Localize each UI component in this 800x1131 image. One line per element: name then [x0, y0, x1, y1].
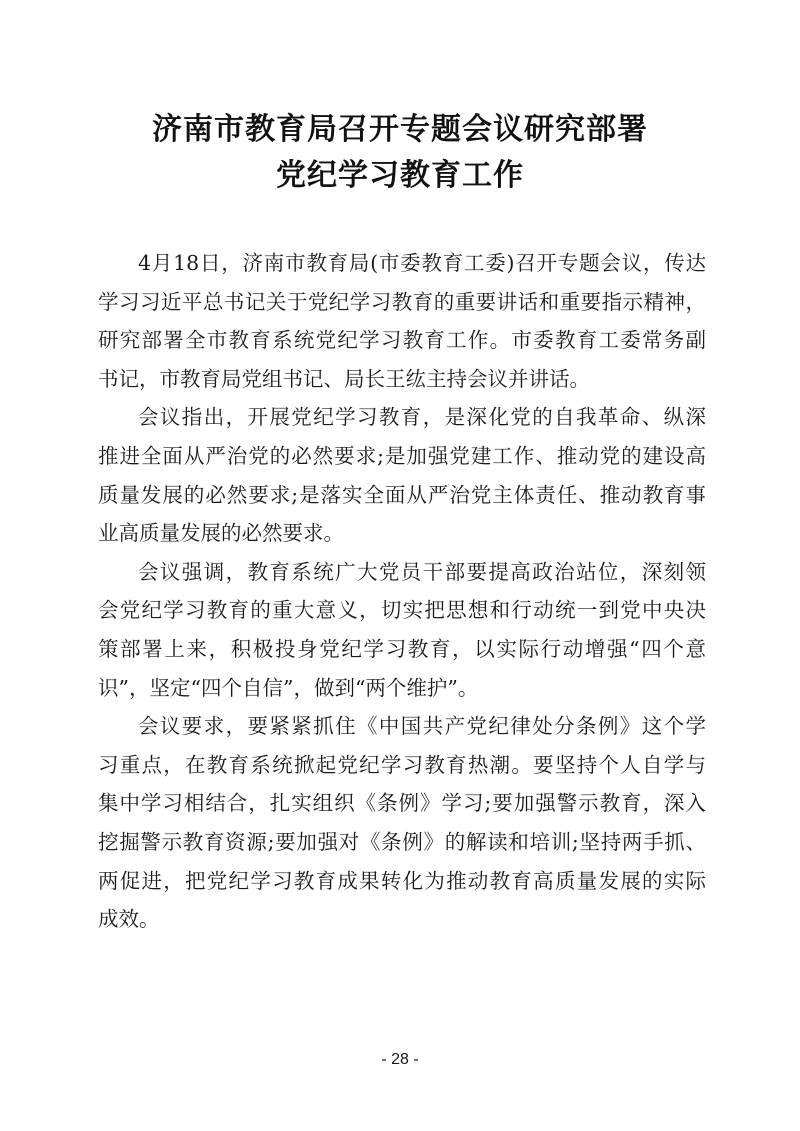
- document-title-line-2: 党纪学习教育工作: [276, 158, 524, 193]
- paragraph-2-line-2: 推进全面从严治党的必然要求;是加强党建工作、推动党的建设高: [98, 443, 706, 468]
- paragraph-3-line-3: 策部署上来，积极投身党纪学习教育，以实际行动增强“四个意: [98, 636, 706, 661]
- document-body: [98, 244, 706, 939]
- paragraph-3-line-2: 会党纪学习教育的重大意义，切实把思想和行动统一到党中央决: [98, 598, 706, 623]
- paragraph-4-line-4: 挖掘警示教育资源;要加强对《条例》的解读和培训;坚持两手抓、: [98, 829, 706, 854]
- paragraph-3-line-1: 会议强调，教育系统广大党员干部要提高政治站位，深刻领: [138, 559, 706, 584]
- paragraph-1-line-3: 研究部署全市教育系统党纪学习教育工作。市委教育工委常务副: [98, 328, 706, 353]
- page-number: - 28 -: [381, 1051, 419, 1068]
- paragraph-2-line-4: 业高质量发展的必然要求。: [98, 521, 344, 546]
- paragraph-3-line-4: 识”，坚定“四个自信”，做到“两个维护”。: [98, 675, 479, 700]
- document-title-line-1: 济南市教育局召开专题会议研究部署: [152, 112, 648, 147]
- paragraph-4-line-6: 成效。: [98, 907, 160, 932]
- paragraph-4-line-5: 两促进，把党纪学习教育成果转化为推动教育高质量发展的实际: [98, 868, 706, 893]
- paragraph-1-line-4: 书记，市教育局党组书记、局长王纮主持会议并讲话。: [98, 366, 590, 391]
- paragraph-1-line-2: 学习习近平总书记关于党纪学习教育的重要讲话和重要指示精神，: [98, 289, 706, 314]
- paragraph-4-line-1: 会议要求，要紧紧抓住《中国共产党纪律处分条例》这个学: [138, 714, 706, 739]
- paragraph-1-line-1: 4月18日，济南市教育局(市委教育工委)召开专题会议，传达: [138, 251, 706, 275]
- paragraph-2-line-3: 质量发展的必然要求;是落实全面从严治党主体责任、推动教育事: [98, 482, 706, 507]
- paragraph-2-line-1: 会议指出，开展党纪学习教育，是深化党的自我革命、纵深: [138, 405, 706, 430]
- paragraph-4-line-3: 集中学习相结合，扎实组织《条例》学习;要加强警示教育，深入: [98, 791, 706, 816]
- paragraph-4-line-2: 习重点，在教育系统掀起党纪学习教育热潮。要坚持个人自学与: [98, 752, 706, 777]
